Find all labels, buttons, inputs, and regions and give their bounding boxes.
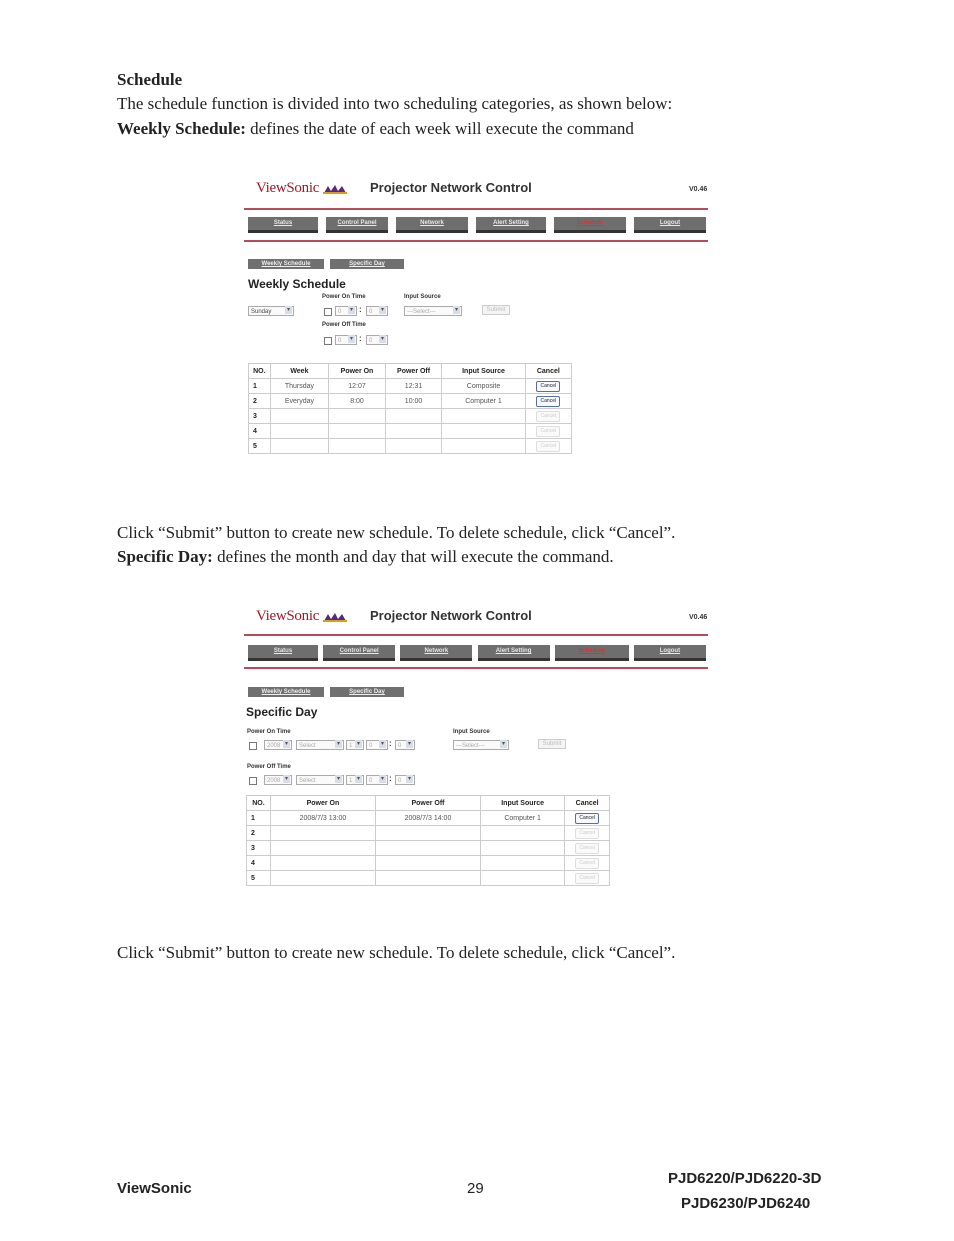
- power-off-month-select[interactable]: Select ▾: [296, 775, 344, 785]
- tab-weekly-schedule[interactable]: Weekly Schedule: [248, 259, 324, 269]
- nav-logout[interactable]: Logout: [634, 217, 706, 233]
- weekly-definition: [117, 117, 634, 141]
- input-source-label: Input Source: [404, 294, 441, 300]
- power-on-month-select[interactable]: Select ▾: [296, 740, 344, 750]
- power-off-minute-select[interactable]: 0 ▾: [395, 775, 415, 785]
- viewsonic-logo: ViewSonic: [256, 608, 348, 625]
- time-colon: :: [359, 334, 362, 343]
- cancel-button-disabled: Cancel: [575, 828, 599, 839]
- cancel-button-disabled: Cancel: [536, 411, 560, 422]
- tab-specific-day[interactable]: Specific Day: [330, 687, 404, 697]
- cancel-button-disabled: Cancel: [536, 426, 560, 437]
- schedule-tabs: [248, 259, 404, 269]
- col-week: Week: [270, 364, 329, 379]
- table-row: 4 Cancel: [247, 856, 610, 871]
- table-row: 4 Cancel: [249, 424, 572, 439]
- footer-brand: ViewSonic: [117, 1180, 192, 1197]
- nav-status[interactable]: Status: [248, 645, 318, 661]
- header-divider: [244, 208, 708, 210]
- power-off-time-label: Power Off Time: [322, 322, 366, 328]
- schedule-tabs: [248, 687, 404, 697]
- table-row: 1 2008/7/3 13:00 2008/7/3 14:00 Computer 1 Cancel: [247, 811, 610, 826]
- weekly-note: Click “Submit” button to create new schedule. To delete schedule, click “Cancel”.: [117, 523, 676, 542]
- table-row: 2 Cancel: [247, 826, 610, 841]
- tab-specific-day[interactable]: Specific Day: [330, 259, 404, 269]
- power-off-day-select[interactable]: 1 ▾: [346, 775, 364, 785]
- power-on-minute-select[interactable]: 0 ▾: [395, 740, 415, 750]
- intro-text: The schedule function is divided into two scheduling categories, as shown below:: [117, 94, 673, 113]
- time-colon: :: [389, 739, 392, 748]
- time-colon: :: [359, 305, 362, 314]
- power-off-hour-select[interactable]: 0 ▾: [366, 775, 388, 785]
- power-on-year-select[interactable]: 2008 ▾: [264, 740, 292, 750]
- weekly-term: Weekly Schedule:: [117, 119, 246, 138]
- version-label: V0.46: [689, 614, 708, 621]
- col-power-on: Power On: [270, 796, 375, 811]
- col-no: NO.: [249, 364, 271, 379]
- cancel-button-disabled: Cancel: [575, 843, 599, 854]
- col-cancel: Cancel: [525, 364, 571, 379]
- nav-alert-setting[interactable]: Alert Setting: [478, 645, 550, 661]
- nav-divider: [244, 667, 708, 669]
- model-line-2: PJD6230/PJD6240: [681, 1195, 811, 1212]
- nav-network[interactable]: Network: [396, 217, 468, 233]
- section-heading: Schedule: [117, 70, 183, 89]
- power-off-time-label: Power Off Time: [247, 764, 291, 770]
- nav-schedule[interactable]: Schedule: [554, 217, 626, 233]
- col-no: NO.: [247, 796, 271, 811]
- model-line-1: PJD6220/PJD6220-3D: [668, 1170, 822, 1187]
- app-title: Projector Network Control: [370, 608, 532, 623]
- cancel-button[interactable]: Cancel: [575, 813, 599, 824]
- nav-control-panel[interactable]: Control Panel: [326, 217, 388, 233]
- table-row: 5 Cancel: [247, 871, 610, 886]
- power-off-year-select[interactable]: 2008 ▾: [264, 775, 292, 785]
- power-off-checkbox[interactable]: [324, 337, 332, 345]
- table-row: 3 Cancel: [249, 409, 572, 424]
- col-input-source: Input Source: [442, 364, 525, 379]
- app-title: Projector Network Control: [370, 180, 532, 195]
- power-on-checkbox[interactable]: [249, 742, 257, 750]
- weekly-section-title: Weekly Schedule: [248, 277, 346, 291]
- birds-logo-icon: [322, 184, 348, 194]
- weekly-schedule-screenshot: [240, 172, 714, 464]
- col-power-on: Power On: [329, 364, 386, 379]
- version-label: V0.46: [689, 186, 708, 193]
- cancel-button-disabled: Cancel: [575, 873, 599, 884]
- weekly-schedule-table: [248, 363, 572, 454]
- table-row: 5 Cancel: [249, 439, 572, 454]
- power-on-time-label: Power On Time: [322, 294, 366, 300]
- nav-divider: [244, 240, 708, 242]
- power-on-hour-select[interactable]: 0 ▾: [335, 306, 357, 316]
- page-number: 29: [467, 1180, 484, 1197]
- cancel-button[interactable]: Cancel: [536, 396, 560, 407]
- col-cancel: Cancel: [565, 796, 610, 811]
- input-source-label: Input Source: [453, 729, 490, 735]
- power-on-day-select[interactable]: 1 ▾: [346, 740, 364, 750]
- birds-logo-icon: [322, 612, 348, 622]
- specific-day-screenshot: [240, 600, 714, 900]
- specific-day-table: [246, 795, 610, 886]
- nav-schedule[interactable]: Schedule: [555, 645, 629, 661]
- nav-alert-setting[interactable]: Alert Setting: [476, 217, 546, 233]
- day-select[interactable]: Sunday ▾: [248, 306, 294, 316]
- time-colon: :: [389, 774, 392, 783]
- submit-button[interactable]: Submit: [538, 739, 566, 749]
- cancel-button-disabled: Cancel: [536, 441, 560, 452]
- specific-note: Click “Submit” button to create new schedule. To delete schedule, click “Cancel”.: [117, 943, 676, 962]
- specific-text: defines the month and day that will execute the command.: [212, 547, 614, 566]
- table-row: 1 Thursday 12:07 12:31 Composite Cancel: [249, 379, 572, 394]
- power-on-hour-select[interactable]: 0 ▾: [366, 740, 388, 750]
- power-on-checkbox[interactable]: [324, 308, 332, 316]
- main-nav: [248, 217, 706, 233]
- input-source-select[interactable]: ---Select--- ▾: [404, 306, 462, 316]
- power-off-hour-select[interactable]: 0 ▾: [335, 335, 357, 345]
- main-nav: [248, 645, 706, 661]
- header-divider: [244, 634, 708, 636]
- cancel-button-disabled: Cancel: [575, 858, 599, 869]
- weekly-text: defines the date of each week will execute the command: [245, 119, 634, 138]
- nav-network[interactable]: Network: [400, 645, 472, 661]
- power-off-minute-select[interactable]: 0 ▾: [366, 335, 388, 345]
- specific-term: Specific Day:: [117, 547, 213, 566]
- power-on-time-label: Power On Time: [247, 729, 291, 735]
- specific-definition: [117, 545, 614, 569]
- cancel-button[interactable]: Cancel: [536, 381, 560, 392]
- col-power-off: Power Off: [375, 796, 480, 811]
- table-row: 2 Everyday 8:00 10:00 Computer 1 Cancel: [249, 394, 572, 409]
- col-power-off: Power Off: [385, 364, 442, 379]
- specific-section-title: Specific Day: [246, 705, 318, 719]
- input-source-select[interactable]: ---Select--- ▾: [453, 740, 509, 750]
- table-row: 3 Cancel: [247, 841, 610, 856]
- power-on-minute-select[interactable]: 0 ▾: [366, 306, 388, 316]
- tab-weekly-schedule[interactable]: Weekly Schedule: [248, 687, 324, 697]
- viewsonic-logo: ViewSonic: [256, 180, 348, 197]
- nav-status[interactable]: Status: [248, 217, 318, 233]
- nav-control-panel[interactable]: Control Panel: [323, 645, 395, 661]
- col-input-source: Input Source: [481, 796, 565, 811]
- power-off-checkbox[interactable]: [249, 777, 257, 785]
- submit-button[interactable]: Submit: [482, 305, 510, 315]
- nav-logout[interactable]: Logout: [634, 645, 706, 661]
